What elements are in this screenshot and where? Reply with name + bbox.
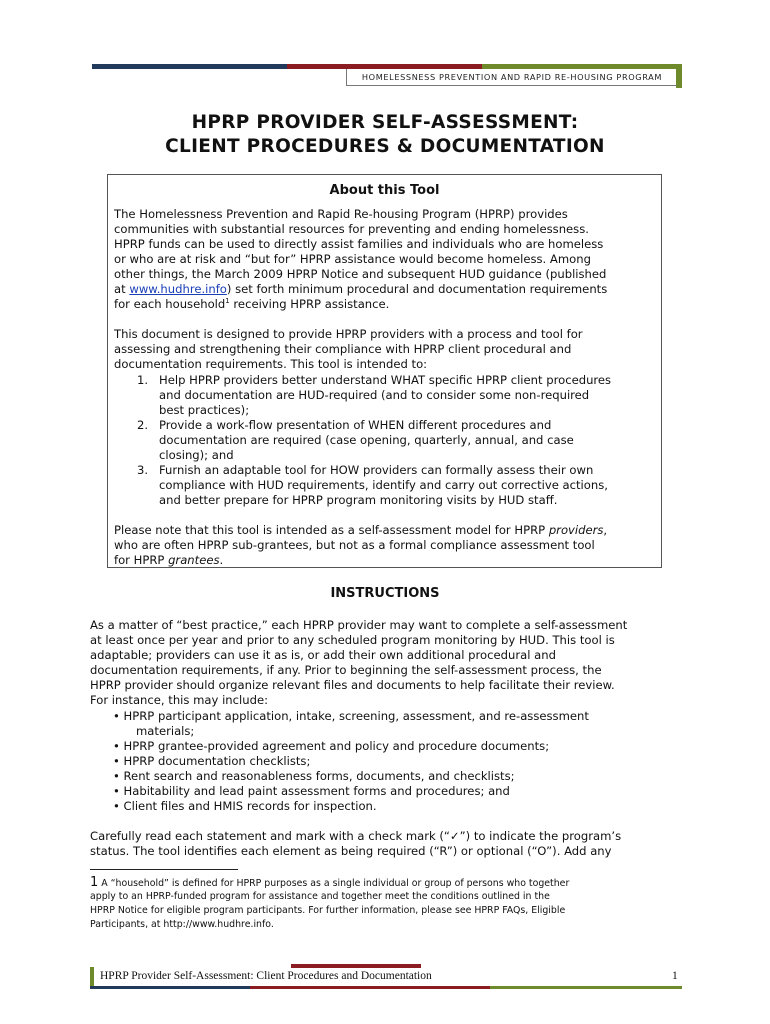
- instructions-line: status. The tool identifies each element as being required (“R”) or optional (“O”). Add any: [90, 844, 612, 858]
- program-label: HOMELESSNESS PREVENTION AND RAPID RE-HOUSING PROGRAM: [346, 69, 677, 86]
- about-text-line: HPRP funds can be used to directly assist families and individuals who are homeless: [114, 237, 604, 251]
- about-text-line: [114, 282, 607, 297]
- list-item-line: Provide a work-flow presentation of WHEN different procedures and: [159, 418, 552, 432]
- footer-title: HPRP Provider Self-Assessment: Client Procedures and Documentation: [100, 970, 432, 982]
- list-number: 3.: [137, 463, 149, 477]
- list-item-line: and documentation are HUD-required (and to consider some non-required: [159, 388, 590, 402]
- about-text-fragment: ,: [603, 523, 608, 537]
- page-number: 1: [672, 970, 678, 982]
- list-item-line: documentation are required (case opening, quarterly, annual, and case: [159, 433, 574, 447]
- about-text-emphasis: providers: [548, 523, 604, 537]
- about-text-line: This document is designed to provide HPRP providers with a process and tool for: [114, 327, 583, 341]
- footnote-line: apply to an HPRP-funded program for assistance and together meet the conditions outlined in the: [90, 891, 550, 902]
- about-text-fragment: receiving HPRP assistance.: [229, 297, 390, 311]
- list-item-line: compliance with HUD requirements, identify and carry out corrective actions,: [159, 478, 608, 492]
- about-heading: About this Tool: [329, 183, 440, 198]
- footer-rule-red: [250, 986, 490, 989]
- about-text-fragment: for HPRP: [114, 553, 169, 567]
- about-text-fragment: ) set forth minimum procedural and documentation requirements: [226, 282, 608, 296]
- bullet-item: • Habitability and lead paint assessment forms and procedures; and: [113, 784, 510, 798]
- bullet-item: • Rent search and reasonableness forms, documents, and checklists;: [113, 769, 515, 783]
- about-text-line: assessing and strengthening their compliance with HPRP client procedural and: [114, 342, 572, 356]
- bullet-item: • HPRP documentation checklists;: [113, 754, 311, 768]
- list-item-line: Help HPRP providers better understand WHAT specific HPRP client procedures: [159, 373, 612, 387]
- about-text-line: who are often HPRP sub-grantees, but not as a formal compliance assessment tool: [114, 538, 595, 552]
- about-text-line: or who are at risk and “but for” HPRP assistance would become homeless. Among: [114, 252, 591, 266]
- hudhre-link[interactable]: www.hudhre.info: [129, 282, 227, 296]
- about-text-line: [114, 297, 389, 312]
- footnote-line: HPRP Notice for eligible program participants. For further information, please see HPRP FAQs, Eligible: [90, 905, 566, 916]
- about-text-line: communities with substantial resources for preventing and ending homelessness.: [114, 222, 589, 236]
- bullet-item: • HPRP grantee-provided agreement and policy and procedure documents;: [113, 739, 550, 753]
- footer-rule-navy: [90, 986, 250, 989]
- footnote-number: 1: [90, 875, 99, 890]
- list-number: 2.: [137, 418, 149, 432]
- page-title-line-1: HPRP PROVIDER SELF-ASSESSMENT:: [191, 112, 579, 133]
- footnote-separator: [90, 869, 238, 870]
- footnote-line: Participants, at http://www.hudhre.info.: [90, 919, 274, 930]
- footnote-ref[interactable]: 1: [225, 297, 230, 306]
- instructions-line: For instance, this may include:: [90, 693, 268, 707]
- list-item-line: Furnish an adaptable tool for HOW providers can formally assess their own: [159, 463, 594, 477]
- about-text-line: The Homelessness Prevention and Rapid Re-housing Program (HPRP) provides: [114, 207, 568, 221]
- page-title-line-2: CLIENT PROCEDURES & DOCUMENTATION: [165, 136, 605, 157]
- instructions-heading: INSTRUCTIONS: [330, 586, 440, 601]
- about-text-fragment: for each household: [114, 297, 226, 311]
- about-text-fragment: Please note that this tool is intended as a self-assessment model for HPRP: [114, 523, 549, 537]
- about-text-fragment: .: [219, 553, 224, 567]
- bullet-item: • HPRP participant application, intake, screening, assessment, and re-assessment: [113, 709, 589, 723]
- footer-rule-green: [490, 986, 682, 989]
- about-text-line: [114, 553, 223, 568]
- about-text-line: [114, 523, 607, 538]
- list-item-line: closing); and: [159, 448, 234, 462]
- instructions-line: As a matter of “best practice,” each HPRP provider may want to complete a self-assessment: [90, 618, 628, 632]
- instructions-line: at least once per year and prior to any scheduled program monitoring by HUD. This tool is: [90, 633, 615, 647]
- bullet-item: • Client files and HMIS records for inspection.: [113, 799, 377, 813]
- list-item-line: best practices);: [159, 403, 250, 417]
- instructions-line: Carefully read each statement and mark with a check mark (“✓”) to indicate the program’s: [90, 829, 622, 843]
- about-text-emphasis: grantees: [168, 553, 220, 567]
- header-rule-navy: [92, 64, 287, 69]
- list-number: 1.: [137, 373, 149, 387]
- list-item-line: and better prepare for HPRP program monitoring visits by HUD staff.: [159, 493, 558, 507]
- instructions-line: documentation requirements, if any. Prior to beginning the self-assessment process, the: [90, 663, 602, 677]
- about-text-fragment: at: [114, 282, 130, 296]
- instructions-line: HPRP provider should organize relevant files and documents to help facilitate their review.: [90, 678, 615, 692]
- footnote-text: A “household” is defined for HPRP purposes as a single individual or group of persons who together: [98, 878, 570, 889]
- about-text-line: other things, the March 2009 HPRP Notice and subsequent HUD guidance (published: [114, 267, 607, 281]
- about-text-line: documentation requirements. This tool is intended to:: [114, 357, 428, 371]
- footnote-line: [90, 876, 569, 891]
- instructions-line: adaptable; providers can use it as is, or add their own additional procedural and: [90, 648, 556, 662]
- bullet-item: materials;: [136, 724, 195, 738]
